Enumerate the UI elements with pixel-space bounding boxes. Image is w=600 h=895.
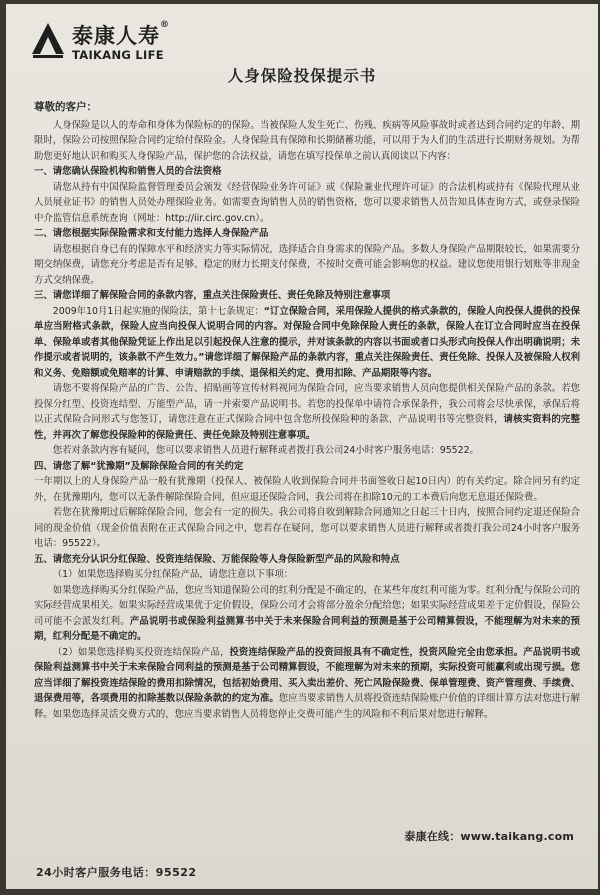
section-3-paragraph-1: 2009年10月1日起实施的保险法，第十七条规定：“订立保险合同，采用保险人提供的格式条款的，保险人向投保人提供的投保单应当附格式条款，保险人应当向投保人说明合同的内容。对保险合同中免除保险人责任的条款，保险人在订立合同时应当在投保单、保险单或者其他保险凭证上作出足以引起投保人注意的提示，并对该条款的内容以书面或者口头形式向投保人作出明确说明；未作提示或者说明的，该条款不产生效力。”请您详细了解保险产品的条款内容，重点关注保险责任、责任免除、投保人及被保险人权利和义务、免赔额或免赔率的计算、申请赔款的手续、退保相关约定、费用扣除、产品期限等内容。 [34,305,581,379]
document-title: 人身保险投保提示书 [227,67,377,85]
prompt-document [6,4,598,889]
section-5-item-1-body: 如果您选择购买分红保险产品，您应当知道保险公司的红利分配是不确定的，在某些年度红利可能为零。红利分配与保险公司的实际经营成果相关。如果实际经营成果优于定价假设，保险公司才会将部分盈余分配给您；如果实际经营成果差于定价假设，保险公司可能不会派发红利。产品说明书或保险利益测算书中关于未来保险合同利益的预测是基于公司精算假设，不能理解为对未来的预期，红利分配是不确定的。 [34,584,580,642]
section-4-paragraph-1: 一年期以上的人身保险产品一般有犹豫期（投保人、被保险人收到保险合同并书面签收日起10日内）的有关约定。除合同另有约定外，在犹豫期内，您可以无条件解除保险合同，但应退还保险合同，我公司将在扣除10元的工本费后向您无息退还保险费。 [34,476,580,503]
section-1-heading: 一、请您确认保险机构和销售人员的合法资格 [34,166,222,177]
brand-name-cn: 泰康人寿® [72,20,170,48]
taikang-emblem-icon [28,20,68,60]
section-3-paragraph-2: 请您不要将保险产品的广告、公告、招贴画等宣传材料视同为保险合同，应当要求销售人员向您提供相关保险产品的条款。若您投保分红型、投资连结型、万能型产品，请一并索要产品说明书。若您的投保单中请符合承保条件，我公司将会尽快承保，承保后将以正式保险合同形式与您签订，请您注意在正式保险合同中包含您所投保险种的条款、产品说明书等完整资料，请核实资料的完整性，并再次了解您投保险种的保险责任、责任免除及特别注意事项。 [34,383,580,441]
customer-hotline: 24小时客户服务电话：95522 [36,866,197,879]
taikang-logo [28,18,178,64]
intro-paragraph: 人身保险是以人的寿命和身体为保险标的的保险。当被保险人发生死亡、伤残、疾病等风险事故时或者达到合同约定的年龄、期限时，保险公司按照保险合同约定给付保险金。人身保险具有保障和长期储蓄功能，可以用于为人们的生活进行长期财务规划。为帮助您更好地认识和购买人身保险产品，保护您的合法权益，请您在填写投保单之前认真阅读以下内容： [34,119,580,162]
section-4-paragraph-2: 若您在犹豫期过后解除保险合同，您会有一定的损失。我公司将自收到解除合同通知之日起三十日内，按照合同约定退还保险合同的现金价值（现金价值表附在正式保险合同之中，您若存在疑问，您可以要求销售人员进行解释或者拨打我公司24小时客户服务电话：95522）。 [34,507,580,549]
section-5-item-2-body: （2）如果您选择购买投资连结保险产品，投资连结保险产品的投资回报具有不确定性，投资风险完全由您承担。产品说明书或保险利益测算书中关于未来保险合同利益的预测是基于公司精算假设，不能理解为对未来的预期，实际投资可能赢利或出现亏损。您应当详细了解投资连结保险的费用扣除情况，包括初始费用、买入卖出差价、死亡风险保险费、保单管理费、资产管理费、手续费、退保费用等，各项费用的扣除基数以保险条款的约定为准。您应当要求销售人员将投资连结保险账户价值的详细计算方法对您进行解释。如果您选择灵活交费方式的，您应当要求销售人员将您停止交费可能产生的风险和不利后果对您进行解释。 [34,646,580,720]
document-body [34,100,580,722]
section-2-heading: 二、请您根据实际保险需求和支付能力选择人身保险产品 [34,228,269,239]
section-2-body: 请您根据自身已有的保障水平和经济实力等实际情况，选择适合自身需求的保险产品。多数人身保险产品期限较长，如果需要分期交纳保费，请您充分考虑是否有足够、稳定的财力长期支付保费，不按时交费可能会影响您的权益。建议您使用银行划账等非现金方式交纳保费。 [34,243,580,286]
section-4-heading: 四、请您了解“犹豫期”及解除保险合同的有关约定 [34,460,244,472]
greeting: 尊敬的客户： [34,101,97,113]
website-link[interactable]: 泰康在线：www.taikang.com [404,830,574,843]
section-5-item-1-label: （1）如果您选择购买分红保险产品，请您注意以下事项： [52,569,294,580]
section-5-heading: 五、请您充分认识分红保险、投资连结保险、万能保险等人身保险新型产品的风险和特点 [34,553,400,565]
section-3-heading: 三、请您详细了解保险合同的条款内容，重点关注保险责任、责任免除及特别注意事项 [34,290,391,301]
section-1-body: 请您从持有中国保险监督管理委员会颁发《经营保险业务许可证》或《保险兼业代理许可证》的合法机构或持有《保险代理从业人员展业证书》的销售人员处办理保险业务。如需要查询销售人员的销售资格，您可以要求销售人员告知具体查询方式，或登录保险中介监管信息系统查询（网址：http://iir.circ.gov.cn）。 [34,181,580,224]
section-3-paragraph-3: 您若对条款内容有疑问，您可以要求销售人员进行解释或者拨打我公司24小时客户服务电话：95522。 [52,445,479,456]
brand-name-en: TAIKANG LIFE [72,48,164,62]
